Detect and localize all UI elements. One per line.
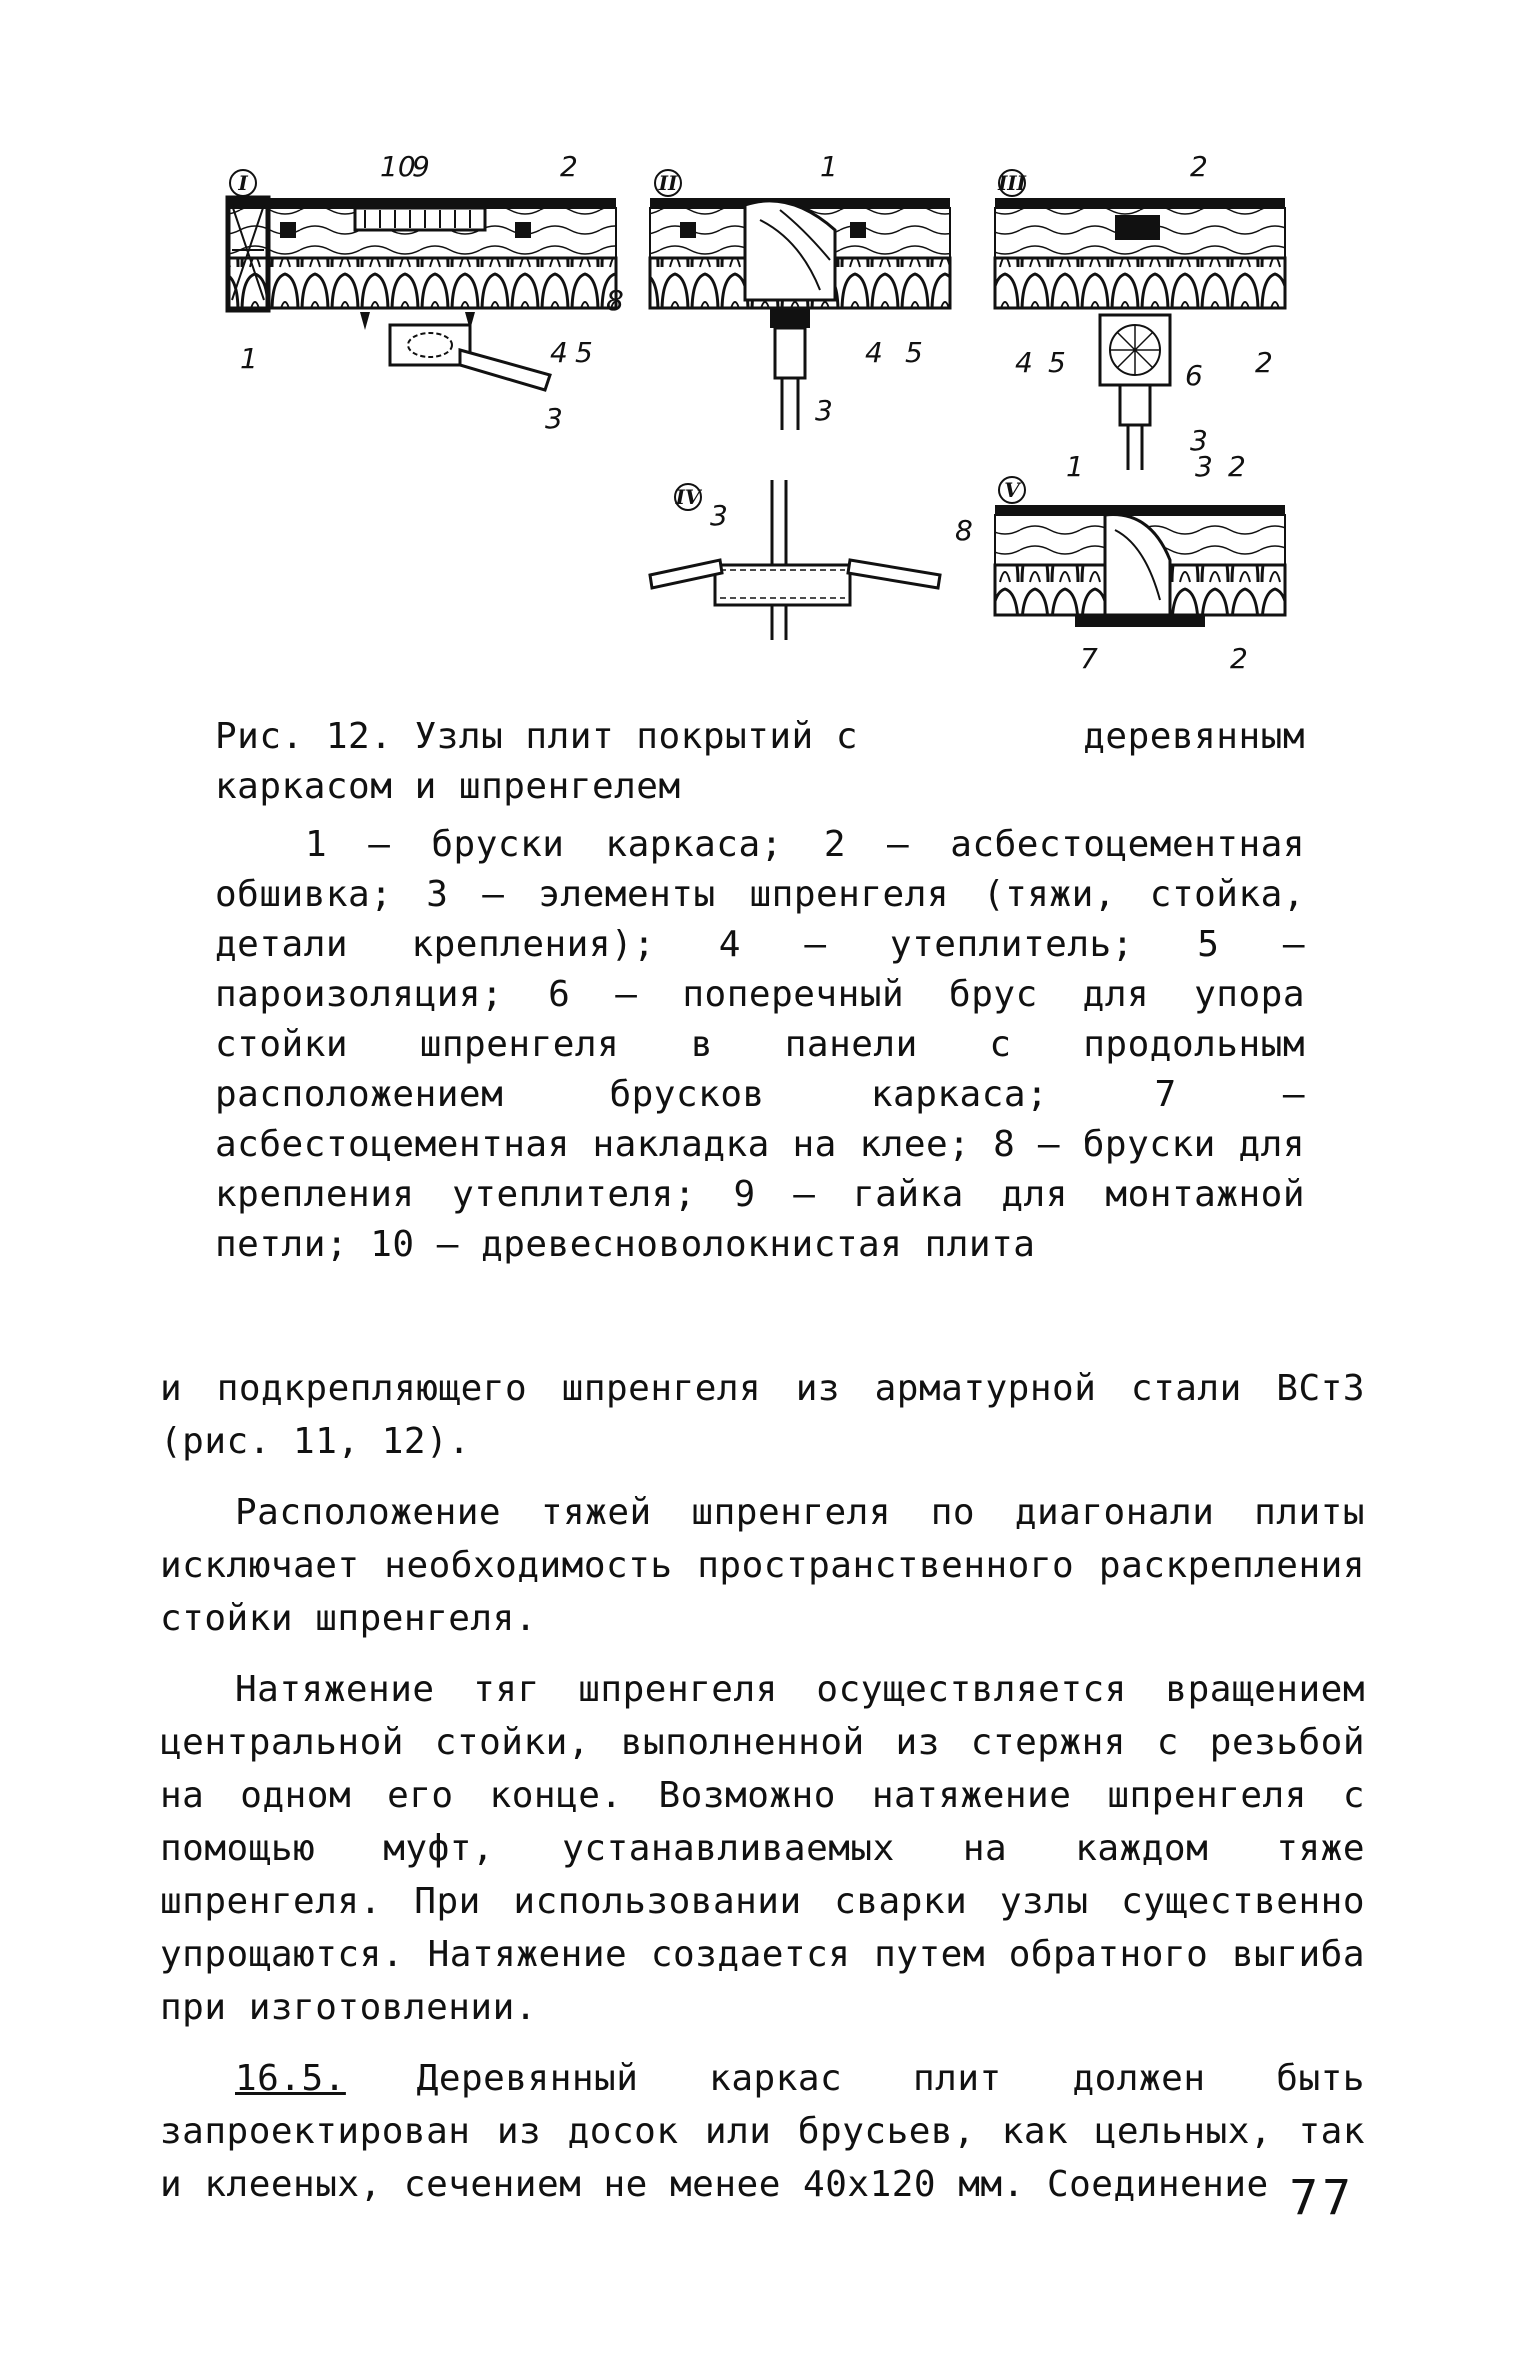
callout-1: 1: [240, 342, 258, 375]
callout-9: 9: [412, 150, 430, 183]
paragraph-3: Натяжение тяг шпренгеля осуществляется вращением центральной стойки, выполненной из стержня с резьбой на одном его конце. Возможно натяжение шпренгеля с помощью муфт, устанавливаемых на каждом тяже шпренгеля. При использовании сварки узлы существенно упрощаются. Натяжение создается путем обратного выгиба при изготовлении.: [160, 1669, 1365, 2028]
paragraph-4-text: Деревянный каркас плит должен быть запроектирован из досок или брусьев, как цельных, так и клееных, сечением не менее 40х120 мм. Соединение: [160, 2058, 1365, 2205]
callout-8-node-V: 8: [955, 514, 973, 547]
callout-2b-node-III: 2: [1255, 346, 1273, 379]
node-V-label: V: [1004, 478, 1020, 502]
callout-5-node-II: 5: [905, 336, 923, 369]
callout-4-node-III: 4: [1015, 346, 1033, 379]
callout-3-node-IV: 3: [710, 499, 728, 532]
paragraph-4: [160, 2052, 1365, 2211]
callout-1-node-V: 1: [1066, 450, 1084, 483]
callout-3-node-V: 3: [1195, 450, 1213, 483]
caption-title-part-2: деревянным: [1083, 716, 1305, 757]
node-II-detail: [650, 150, 950, 430]
figure-12-drawing: [0, 0, 1535, 700]
caption-title-part-1: Рис. 12. Узлы плит покрытий с: [215, 716, 859, 757]
node-IV-label: IV: [675, 485, 701, 509]
node-I-detail: [228, 150, 624, 435]
callout-2-node-III: 2: [1190, 150, 1208, 183]
figure-caption: [215, 712, 1305, 1270]
callout-7: 7: [1080, 642, 1098, 675]
node-III-label: III: [997, 171, 1027, 195]
node-II-label: II: [658, 171, 678, 195]
callout-4-node-II: 4: [865, 336, 883, 369]
callout-1-node-II: 1: [820, 150, 838, 183]
callout-3-node-III: 3: [1190, 424, 1208, 457]
callout-4: 4: [550, 336, 568, 369]
body-text: [160, 1362, 1365, 2211]
node-I-label: I: [238, 171, 248, 195]
callout-3: 3: [545, 402, 563, 435]
page-number: 77: [1289, 2170, 1355, 2226]
caption-title-line-1: [215, 712, 1305, 762]
caption-title-line-2: каркасом и шпренгелем: [215, 766, 681, 807]
paragraph-2: Расположение тяжей шпренгеля по диагонали плиты исключает необходимость пространственного раскрепления стойки шпренгеля.: [160, 1492, 1365, 1639]
callout-5: 5: [575, 336, 593, 369]
callout-5-node-III: 5: [1048, 346, 1066, 379]
node-V-detail: [955, 450, 1285, 675]
paragraph-1: и подкрепляющего шпренгеля из арматурной стали ВСт3 (рис. 11, 12).: [160, 1368, 1365, 1462]
callout-2c-node-V: 2: [1230, 642, 1248, 675]
callout-3-node-II: 3: [815, 394, 833, 427]
callout-8: 8: [606, 284, 624, 317]
node-IV-detail: [650, 480, 940, 640]
node-III-detail: [995, 150, 1285, 470]
callout-2-node-V: 2: [1228, 450, 1246, 483]
callout-6: 6: [1185, 359, 1203, 392]
callout-10: 10: [380, 150, 416, 183]
section-number: 16.5.: [235, 2058, 346, 2099]
callout-2: 2: [560, 150, 578, 183]
caption-legend: 1 – бруски каркаса; 2 – асбестоцементная обшивка; 3 – элементы шпренгеля (тяжи, стойка, детали крепления); 4 – утеплитель; 5 – пароизоляция; 6 – поперечный брус для упора стойки шпренгеля в панели с продольным расположением брусков каркаса; 7 – асбестоцементная накладка на клее; 8 – бруски для крепления утеплителя; 9 – гайка для монтажной петли; 10 – древесноволокнистая плита: [215, 824, 1305, 1265]
